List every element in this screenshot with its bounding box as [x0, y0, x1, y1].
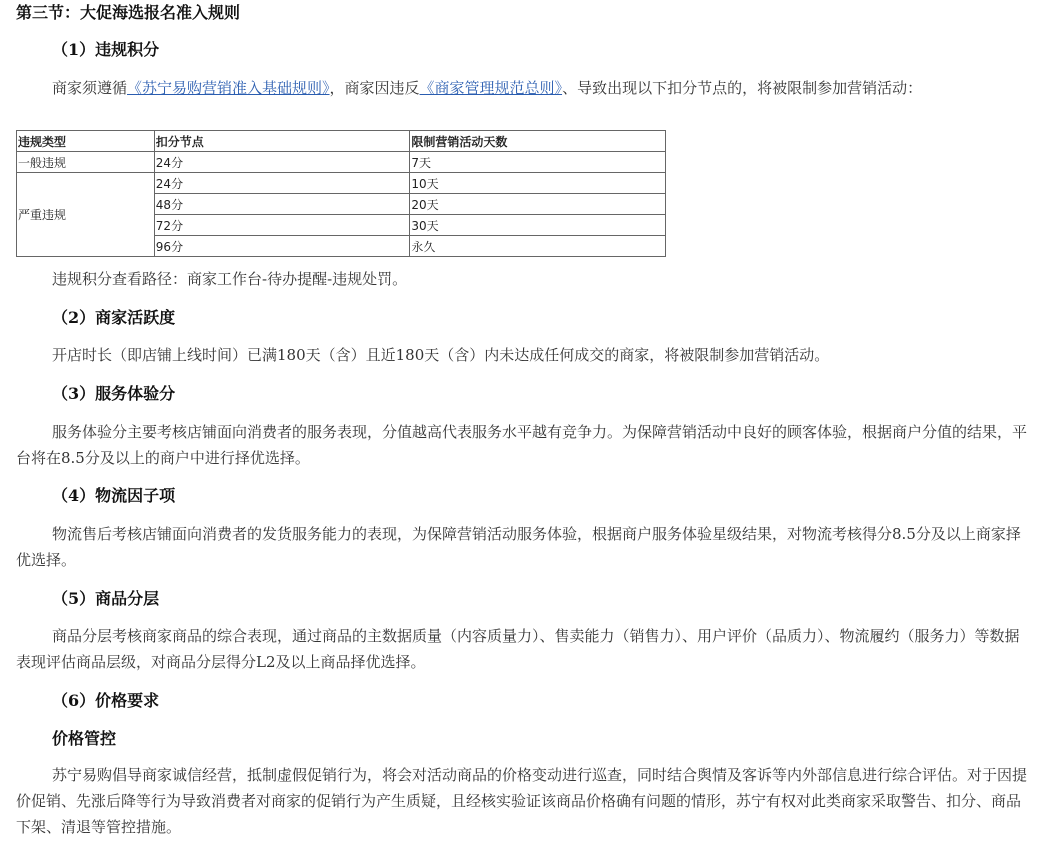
price-control-paragraph: 苏宁易购倡导商家诚信经营，抵制虚假促销行为，将会对活动商品的价格变动进行巡查，同时结合舆情及客诉等内外部信息进行综合评估。对于因提价促销、先涨后降等行为导致消费者对商家的促销行为产生质疑，且经核实验证该商品价格确有问题的情形，苏宁有权对此类商家采取警告、扣分、商品下架、清退等管控措施。: [16, 766, 1028, 836]
violation-path-paragraph: 违规积分查看路径：商家工作台-待办提醒-违规处罚。: [52, 270, 408, 288]
heading-product-tier: （5）商品分层: [52, 589, 160, 608]
header-restriction-days: 限制营销活动天数: [410, 131, 666, 152]
table-header-row: [17, 131, 666, 152]
merchant-activity-paragraph: 开店时长（即店铺上线时间）已满180天（含）且近180天（含）内未达成任何成交的商家，将被限制参加营销活动。: [52, 346, 830, 364]
heading-price-requirements: （6）价格要求: [52, 691, 160, 710]
header-violation-type: 违规类型: [17, 131, 155, 152]
link-merchant-management-rules[interactable]: 《商家管理规范总则》: [419, 79, 563, 97]
cell-days: 7天: [410, 152, 666, 173]
subheading-price-control: 价格管控: [52, 729, 117, 748]
cell-days: 永久: [410, 236, 666, 257]
heading-logistics-factor: （4）物流因子项: [52, 486, 176, 505]
violation-intro-suffix: 、导致出现以下扣分节点的，将被限制参加营销活动：: [562, 79, 923, 97]
table-row: [17, 152, 666, 173]
cell-days: 10天: [410, 173, 666, 194]
heading-violation-points: （1）违规积分: [52, 40, 160, 59]
heading-merchant-activity: （2）商家活跃度: [52, 308, 176, 327]
service-score-paragraph: 服务体验分主要考核店铺面向消费者的服务表现，分值越高代表服务水平越有竞争力。为保障营销活动中良好的顾客体验，根据商户分值的结果，平台将在8.5分及以上的商户中进行择优选择。: [16, 423, 1028, 467]
table-row: [17, 173, 666, 194]
product-tier-paragraph: 商品分层考核商家商品的综合表现，通过商品的主数据质量（内容质量力）、售卖能力（销售力）、用户评价（品质力）、物流履约（服务力）等数据表现评估商品层级，对商品分层得分L2及以上商品择优选择。: [16, 627, 1020, 671]
violation-intro-prefix: 商家须遵循: [52, 79, 128, 97]
header-deduction-node: 扣分节点: [154, 131, 410, 152]
cell-days: 20天: [410, 194, 666, 215]
heading-service-score: （3）服务体验分: [52, 384, 176, 403]
cell-points: 96分: [154, 236, 410, 257]
cell-points: 24分: [154, 152, 410, 173]
violation-intro-paragraph: [16, 75, 1034, 101]
violation-intro-mid: ，商家因违反: [329, 79, 420, 97]
cell-days: 30天: [410, 215, 666, 236]
section-title: 第三节：大促海选报名准入规则: [16, 3, 241, 22]
cell-points: 48分: [154, 194, 410, 215]
cell-points: 24分: [154, 173, 410, 194]
violation-points-table: [16, 130, 666, 257]
link-marketing-access-rules[interactable]: 《苏宁易购营销准入基础规则》: [127, 79, 330, 97]
cell-violation-type: 严重违规: [17, 173, 155, 257]
cell-violation-type: 一般违规: [17, 152, 155, 173]
cell-points: 72分: [154, 215, 410, 236]
logistics-factor-paragraph: 物流售后考核店铺面向消费者的发货服务能力的表现，为保障营销活动服务体验，根据商户服务体验星级结果，对物流考核得分8.5分及以上商家择优选择。: [16, 525, 1021, 569]
